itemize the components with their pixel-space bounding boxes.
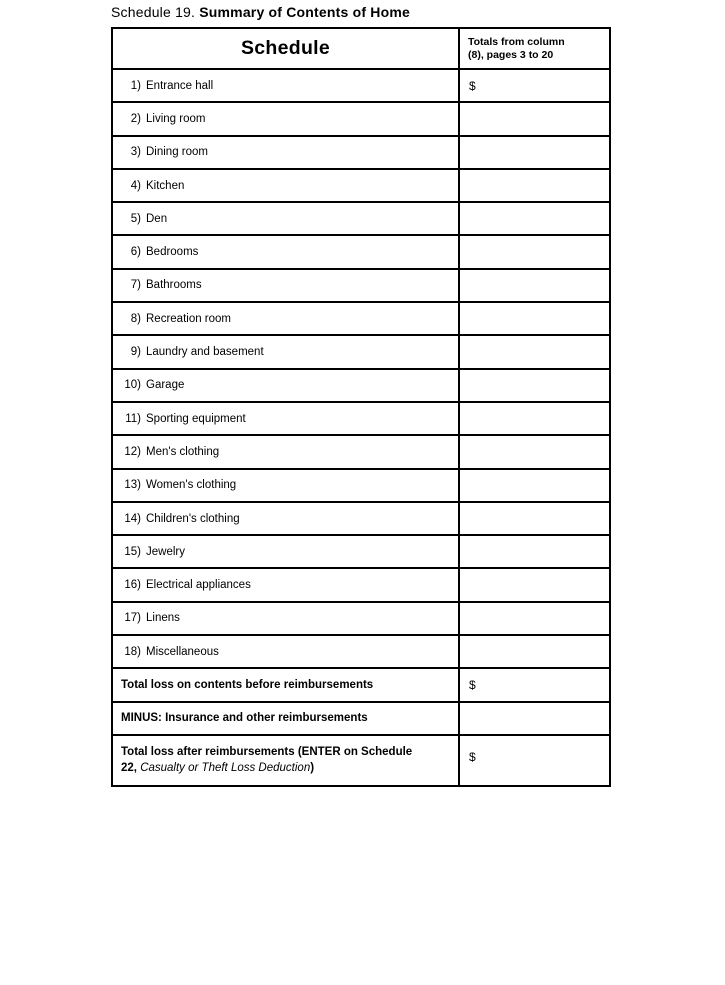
table-row	[112, 369, 610, 402]
row-label	[112, 335, 459, 368]
total-before-label: Total loss on contents before reimbursements	[112, 668, 459, 702]
amount-cell[interactable]	[459, 568, 610, 601]
row-label	[112, 469, 459, 502]
row-number: 7)	[130, 279, 141, 292]
row-label	[112, 635, 459, 668]
row-label-text: Women's clothing	[146, 479, 237, 492]
minus-reimbursements-label: MINUS: Insurance and other reimbursements	[112, 702, 459, 735]
table-row	[112, 568, 610, 601]
page-title-prefix: Schedule 19.	[111, 4, 200, 20]
amount-value: $	[469, 750, 476, 765]
row-label-text: Entrance hall	[146, 79, 214, 92]
amount-cell[interactable]	[459, 335, 610, 368]
row-number: 18)	[124, 645, 141, 658]
total-before-row	[112, 668, 610, 702]
row-label	[112, 136, 459, 169]
amount-cell[interactable]	[459, 435, 610, 468]
row-label	[112, 435, 459, 468]
row-label-text: Living room	[146, 112, 206, 125]
table-row	[112, 435, 610, 468]
amount-cell[interactable]	[459, 502, 610, 535]
table-header-row	[112, 28, 610, 69]
table-row	[112, 635, 610, 668]
row-number: 6)	[130, 246, 141, 259]
row-label	[112, 269, 459, 302]
row-number: 14)	[124, 512, 141, 525]
row-label-text: Linens	[146, 612, 180, 625]
table-row	[112, 335, 610, 368]
row-label	[112, 502, 459, 535]
row-label-text: Dining room	[146, 146, 208, 159]
row-number: 10)	[124, 379, 141, 392]
amount-cell[interactable]	[459, 369, 610, 402]
total-after-amount-cell[interactable]	[459, 735, 610, 786]
total-after-row	[112, 735, 610, 786]
row-number: 5)	[130, 212, 141, 225]
table-row	[112, 535, 610, 568]
schedule-column-header: Schedule	[112, 28, 459, 69]
amount-cell[interactable]	[459, 602, 610, 635]
row-label-text: Jewelry	[146, 545, 185, 558]
amount-cell[interactable]	[459, 535, 610, 568]
table-row	[112, 502, 610, 535]
table-row	[112, 402, 610, 435]
totals-header-line1: Totals from column	[468, 35, 565, 48]
table-row	[112, 235, 610, 268]
minus-reimbursements-row	[112, 702, 610, 735]
amount-cell[interactable]	[459, 102, 610, 135]
row-number: 13)	[124, 479, 141, 492]
total-before-amount-cell[interactable]	[459, 668, 610, 702]
total-after-label	[112, 735, 459, 786]
amount-cell[interactable]	[459, 202, 610, 235]
row-label-text: Bedrooms	[146, 246, 199, 259]
row-label-text: Miscellaneous	[146, 645, 219, 658]
totals-column-header	[459, 28, 610, 69]
row-label-text: Garage	[146, 379, 185, 392]
row-number: 16)	[124, 579, 141, 592]
row-label-text: Sporting equipment	[146, 412, 246, 425]
table-row	[112, 269, 610, 302]
amount-cell[interactable]	[459, 169, 610, 202]
row-label-text: Electrical appliances	[146, 579, 251, 592]
row-number: 11)	[125, 412, 141, 425]
row-label-text: Laundry and basement	[146, 346, 264, 359]
row-label-text: Den	[146, 212, 168, 225]
row-label	[112, 302, 459, 335]
row-label	[112, 202, 459, 235]
row-number: 17)	[124, 612, 141, 625]
row-number: 1)	[130, 79, 141, 92]
row-label	[112, 235, 459, 268]
row-number: 15)	[124, 545, 141, 558]
minus-reimbursements-amount-cell[interactable]	[459, 702, 610, 735]
row-label	[112, 69, 459, 102]
row-number: 12)	[124, 445, 141, 458]
page-title	[111, 4, 410, 20]
table-row	[112, 102, 610, 135]
amount-value: $	[469, 78, 476, 93]
table-row	[112, 202, 610, 235]
amount-cell[interactable]	[459, 269, 610, 302]
table-row	[112, 302, 610, 335]
row-label-text: Children's clothing	[146, 512, 240, 525]
table-row	[112, 69, 610, 102]
row-label-text: Bathrooms	[146, 279, 202, 292]
row-number: 2)	[130, 112, 141, 125]
row-label	[112, 568, 459, 601]
total-after-label-text: Total loss after reimbursements (ENTER on Schedule 22, Casualty or Theft Loss Deduction)	[121, 746, 413, 774]
row-number: 3)	[130, 146, 141, 159]
row-label	[112, 169, 459, 202]
page-title-main: Summary of Contents of Home	[199, 4, 410, 20]
amount-cell[interactable]	[459, 302, 610, 335]
contents-table	[111, 27, 611, 787]
row-label-text: Kitchen	[146, 179, 185, 192]
amount-cell[interactable]	[459, 69, 610, 102]
row-label	[112, 402, 459, 435]
table-row	[112, 602, 610, 635]
row-number: 9)	[130, 346, 141, 359]
table-row	[112, 169, 610, 202]
amount-cell[interactable]	[459, 136, 610, 169]
table-row	[112, 136, 610, 169]
amount-cell[interactable]	[459, 635, 610, 668]
amount-cell[interactable]	[459, 402, 610, 435]
amount-cell[interactable]	[459, 235, 610, 268]
row-label-text: Men's clothing	[146, 445, 220, 458]
row-label	[112, 535, 459, 568]
amount-cell[interactable]	[459, 469, 610, 502]
row-label	[112, 602, 459, 635]
row-label	[112, 102, 459, 135]
amount-value: $	[469, 678, 476, 693]
schedule-22-reference: Casualty or Theft Loss Deduction	[140, 761, 311, 774]
row-label-text: Recreation room	[146, 312, 232, 325]
row-number: 8)	[130, 312, 141, 325]
totals-header-line2: (8), pages 3 to 20	[468, 48, 554, 61]
table-row	[112, 469, 610, 502]
row-label	[112, 369, 459, 402]
row-number: 4)	[130, 179, 141, 192]
